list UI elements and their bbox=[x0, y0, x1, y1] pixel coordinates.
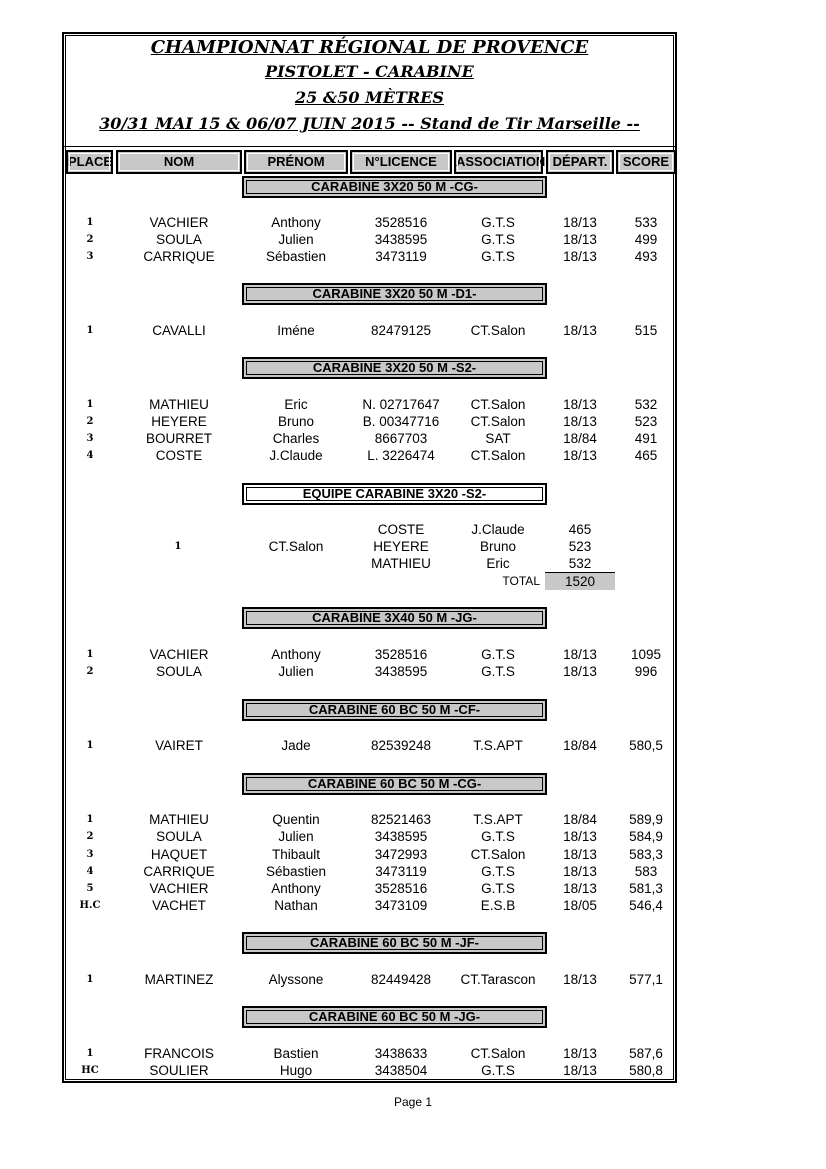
title-line-4: 30/31 MAI 15 & 06/07 JUIN 2015 -- Stand de Tir Marseille -- bbox=[99, 114, 640, 133]
section-title: CARABINE 3X20 50 M -S2- bbox=[312, 360, 477, 375]
place-cell: 5 bbox=[86, 883, 94, 894]
score-cell: 523 bbox=[634, 414, 658, 429]
association-cell: G.T.S bbox=[481, 829, 515, 844]
place-cell: 1 bbox=[86, 649, 94, 660]
nom-cell: BOURRET bbox=[145, 431, 212, 446]
member-score-cell: 523 bbox=[568, 539, 592, 554]
prenom-cell: Anthony bbox=[271, 881, 321, 896]
nom-cell: MATHIEU bbox=[149, 397, 209, 412]
depart-cell: 18/13 bbox=[563, 397, 597, 412]
nom-cell: CAVALLI bbox=[152, 323, 206, 338]
score-cell: 584,9 bbox=[629, 829, 663, 844]
depart-cell: 18/13 bbox=[563, 323, 597, 338]
place-cell: H.C bbox=[79, 900, 101, 911]
section-title: CARABINE 60 BC 50 M -CF- bbox=[308, 702, 481, 717]
depart-cell: 18/13 bbox=[563, 232, 597, 247]
association-cell: G.T.S bbox=[481, 881, 515, 896]
place-cell: 2 bbox=[86, 416, 94, 427]
prenom-cell: Charles bbox=[272, 431, 320, 446]
prenom-cell: Alyssone bbox=[268, 972, 324, 987]
score-cell: 533 bbox=[634, 215, 658, 230]
depart-cell: 18/13 bbox=[563, 215, 597, 230]
place-cell: 2 bbox=[86, 234, 94, 245]
depart-cell: 18/13 bbox=[563, 881, 597, 896]
place-cell: 1 bbox=[86, 217, 94, 228]
prenom-cell: Thibault bbox=[271, 847, 321, 862]
place-cell: 3 bbox=[86, 849, 94, 860]
nom-cell: HAQUET bbox=[150, 847, 208, 862]
association-cell: G.T.S bbox=[481, 232, 515, 247]
total-value: 1520 bbox=[545, 573, 615, 590]
prenom-cell: Eric bbox=[284, 397, 308, 412]
prenom-cell: Sébastien bbox=[265, 864, 327, 879]
prenom-cell: Quentin bbox=[272, 812, 320, 827]
score-cell: 1095 bbox=[630, 647, 662, 662]
association-cell: G.T.S bbox=[481, 647, 515, 662]
licence-cell: 82539248 bbox=[370, 738, 432, 753]
section-header bbox=[242, 483, 547, 505]
association-cell: CT.Salon bbox=[470, 448, 526, 463]
score-cell: 465 bbox=[634, 448, 658, 463]
place-cell: 1 bbox=[86, 325, 94, 336]
association-cell: CT.Salon bbox=[470, 414, 526, 429]
member-nom-cell: COSTE bbox=[377, 522, 425, 537]
member-nom-cell: HEYERE bbox=[373, 539, 429, 554]
section-header bbox=[242, 607, 547, 629]
association-cell: CT.Salon bbox=[470, 1046, 526, 1061]
depart-cell: 18/13 bbox=[563, 249, 597, 264]
depart-cell: 18/84 bbox=[563, 738, 597, 753]
score-cell: 491 bbox=[634, 431, 658, 446]
col-header-score: SCORE bbox=[616, 150, 676, 174]
section-header bbox=[242, 176, 547, 198]
section-title: CARABINE 60 BC 50 M -CG- bbox=[307, 776, 482, 791]
nom-cell: MATHIEU bbox=[149, 812, 209, 827]
place-cell: 1 bbox=[86, 974, 94, 985]
prenom-cell: Iméne bbox=[277, 323, 315, 338]
nom-cell: HEYERE bbox=[151, 414, 207, 429]
nom-cell: SOULA bbox=[156, 232, 202, 247]
licence-cell: 3438595 bbox=[374, 232, 428, 247]
association-cell: G.T.S bbox=[481, 1063, 515, 1078]
association-cell: G.T.S bbox=[481, 249, 515, 264]
col-header-prenom: PRÉNOM bbox=[244, 150, 348, 174]
depart-cell: 18/05 bbox=[563, 898, 597, 913]
licence-cell: 3438595 bbox=[374, 829, 428, 844]
place-cell: 1 bbox=[86, 814, 94, 825]
member-score-cell: 465 bbox=[568, 522, 592, 537]
member-prenom-cell: J.Claude bbox=[471, 522, 525, 537]
section-title: CARABINE 60 BC 50 M -JF- bbox=[309, 935, 480, 950]
title-line-1: CHAMPIONNAT RÉGIONAL DE PROVENCE bbox=[150, 37, 589, 58]
depart-cell: 18/13 bbox=[563, 1046, 597, 1061]
place-cell: 2 bbox=[86, 831, 94, 842]
depart-cell: 18/13 bbox=[563, 448, 597, 463]
prenom-cell: Bastien bbox=[273, 1046, 319, 1061]
place-cell: 1 bbox=[86, 399, 94, 410]
section-title: CARABINE 3X20 50 M -CG- bbox=[311, 179, 478, 194]
section-header bbox=[242, 699, 547, 721]
association-cell: G.T.S bbox=[481, 864, 515, 879]
depart-cell: 18/13 bbox=[563, 829, 597, 844]
title-line-3: 25 &50 MÈTRES bbox=[295, 88, 444, 107]
score-cell: 546,4 bbox=[629, 898, 663, 913]
team-place-cell: 1 bbox=[174, 541, 182, 552]
col-header-licence: N°LICENCE bbox=[350, 150, 452, 174]
depart-cell: 18/13 bbox=[563, 664, 597, 679]
association-cell: E.S.B bbox=[480, 898, 516, 913]
nom-cell: COSTE bbox=[155, 448, 203, 463]
nom-cell: VACHIER bbox=[149, 881, 209, 896]
depart-cell: 18/13 bbox=[563, 647, 597, 662]
prenom-cell: Jade bbox=[281, 738, 311, 753]
licence-cell: 3528516 bbox=[374, 647, 428, 662]
score-cell: 589,9 bbox=[629, 812, 663, 827]
depart-cell: 18/13 bbox=[563, 847, 597, 862]
score-cell: 581,3 bbox=[629, 881, 663, 896]
prenom-cell: Bruno bbox=[277, 414, 315, 429]
licence-cell: N. 02717647 bbox=[362, 397, 440, 412]
nom-cell: VACHIER bbox=[149, 647, 209, 662]
depart-cell: 18/13 bbox=[563, 1063, 597, 1078]
nom-cell: CARRIQUE bbox=[143, 249, 215, 264]
depart-cell: 18/13 bbox=[563, 864, 597, 879]
member-prenom-cell: Bruno bbox=[479, 539, 517, 554]
licence-cell: 3472993 bbox=[374, 847, 428, 862]
association-cell: CT.Salon bbox=[470, 847, 526, 862]
licence-cell: 82521463 bbox=[370, 812, 432, 827]
section-title: EQUIPE CARABINE 3X20 -S2- bbox=[302, 486, 487, 501]
score-cell: 580,8 bbox=[629, 1063, 663, 1078]
association-cell: T.S.APT bbox=[473, 738, 523, 753]
licence-cell: 3438633 bbox=[374, 1046, 428, 1061]
prenom-cell: Hugo bbox=[279, 1063, 313, 1078]
score-cell: 587,6 bbox=[629, 1046, 663, 1061]
place-cell: 1 bbox=[86, 1048, 94, 1059]
association-cell: CT.Salon bbox=[470, 397, 526, 412]
licence-cell: 3528516 bbox=[374, 881, 428, 896]
association-cell: CT.Tarascon bbox=[460, 972, 536, 987]
nom-cell: VAIRET bbox=[155, 738, 203, 753]
association-cell: CT.Salon bbox=[470, 323, 526, 338]
col-header-place: PLACE bbox=[66, 150, 113, 174]
depart-cell: 18/84 bbox=[563, 431, 597, 446]
score-cell: 583 bbox=[634, 864, 658, 879]
depart-cell: 18/84 bbox=[563, 812, 597, 827]
place-cell: 4 bbox=[86, 450, 94, 461]
licence-cell: 3473119 bbox=[375, 864, 427, 879]
section-title: CARABINE 3X20 50 M -D1- bbox=[312, 286, 477, 301]
nom-cell: VACHIER bbox=[149, 215, 209, 230]
section-title: CARABINE 3X40 50 M -JG- bbox=[312, 610, 477, 625]
team-club-cell: CT.Salon bbox=[268, 539, 324, 554]
title-line-2: PISTOLET - CARABINE bbox=[265, 62, 474, 81]
place-cell: 2 bbox=[86, 666, 94, 677]
score-cell: 499 bbox=[634, 232, 658, 247]
licence-cell: B. 00347716 bbox=[362, 414, 440, 429]
prenom-cell: Julien bbox=[278, 829, 314, 844]
place-cell: 3 bbox=[86, 433, 94, 444]
total-label: TOTAL bbox=[502, 574, 540, 588]
association-cell: G.T.S bbox=[481, 664, 515, 679]
depart-cell: 18/13 bbox=[563, 972, 597, 987]
nom-cell: CARRIQUE bbox=[143, 864, 215, 879]
section-title: CARABINE 60 BC 50 M -JG- bbox=[308, 1009, 481, 1024]
col-header-association: ASSOCIATION bbox=[454, 150, 543, 174]
prenom-cell: Sébastien bbox=[265, 249, 327, 264]
member-prenom-cell: Eric bbox=[486, 556, 510, 571]
licence-cell: 8667703 bbox=[374, 431, 428, 446]
section-header bbox=[242, 283, 547, 305]
nom-cell: SOULA bbox=[156, 829, 202, 844]
licence-cell: 82479125 bbox=[370, 323, 432, 338]
licence-cell: 3438504 bbox=[374, 1063, 428, 1078]
prenom-cell: Nathan bbox=[274, 898, 318, 913]
score-cell: 532 bbox=[634, 397, 658, 412]
licence-cell: 3528516 bbox=[374, 215, 428, 230]
header-separator bbox=[62, 146, 677, 147]
association-cell: SAT bbox=[485, 431, 511, 446]
prenom-cell: Julien bbox=[278, 232, 314, 247]
col-header-depart: DÉPART. bbox=[546, 150, 614, 174]
prenom-cell: J.Claude bbox=[269, 448, 323, 463]
score-cell: 580,5 bbox=[629, 738, 663, 753]
score-cell: 583,3 bbox=[629, 847, 663, 862]
depart-cell: 18/13 bbox=[563, 414, 597, 429]
score-cell: 515 bbox=[634, 323, 658, 338]
association-cell: T.S.APT bbox=[473, 812, 523, 827]
score-cell: 493 bbox=[634, 249, 658, 264]
licence-cell: 3473109 bbox=[374, 898, 428, 913]
score-cell: 996 bbox=[634, 664, 658, 679]
nom-cell: SOULA bbox=[156, 664, 202, 679]
page-number: Page 1 bbox=[393, 1095, 433, 1109]
prenom-cell: Anthony bbox=[271, 215, 321, 230]
place-cell: HC bbox=[81, 1065, 99, 1076]
member-nom-cell: MATHIEU bbox=[371, 556, 431, 571]
section-header bbox=[242, 1006, 547, 1028]
licence-cell: 82449428 bbox=[370, 972, 432, 987]
association-cell: G.T.S bbox=[481, 215, 515, 230]
licence-cell: 3438595 bbox=[374, 664, 428, 679]
place-cell: 4 bbox=[86, 866, 94, 877]
place-cell: 3 bbox=[86, 251, 94, 262]
score-cell: 577,1 bbox=[629, 972, 663, 987]
member-score-cell: 532 bbox=[568, 556, 592, 571]
nom-cell: VACHET bbox=[152, 898, 206, 913]
nom-cell: SOULIER bbox=[149, 1063, 209, 1078]
prenom-cell: Anthony bbox=[271, 647, 321, 662]
nom-cell: FRANCOIS bbox=[144, 1046, 214, 1061]
nom-cell: MARTINEZ bbox=[144, 972, 214, 987]
section-header bbox=[242, 357, 547, 379]
prenom-cell: Julien bbox=[278, 664, 314, 679]
place-cell: 1 bbox=[86, 740, 94, 751]
section-header bbox=[242, 932, 547, 954]
licence-cell: L. 3226474 bbox=[367, 448, 435, 463]
col-header-nom: NOM bbox=[116, 150, 242, 174]
licence-cell: 3473119 bbox=[375, 249, 427, 264]
section-header bbox=[242, 773, 547, 795]
